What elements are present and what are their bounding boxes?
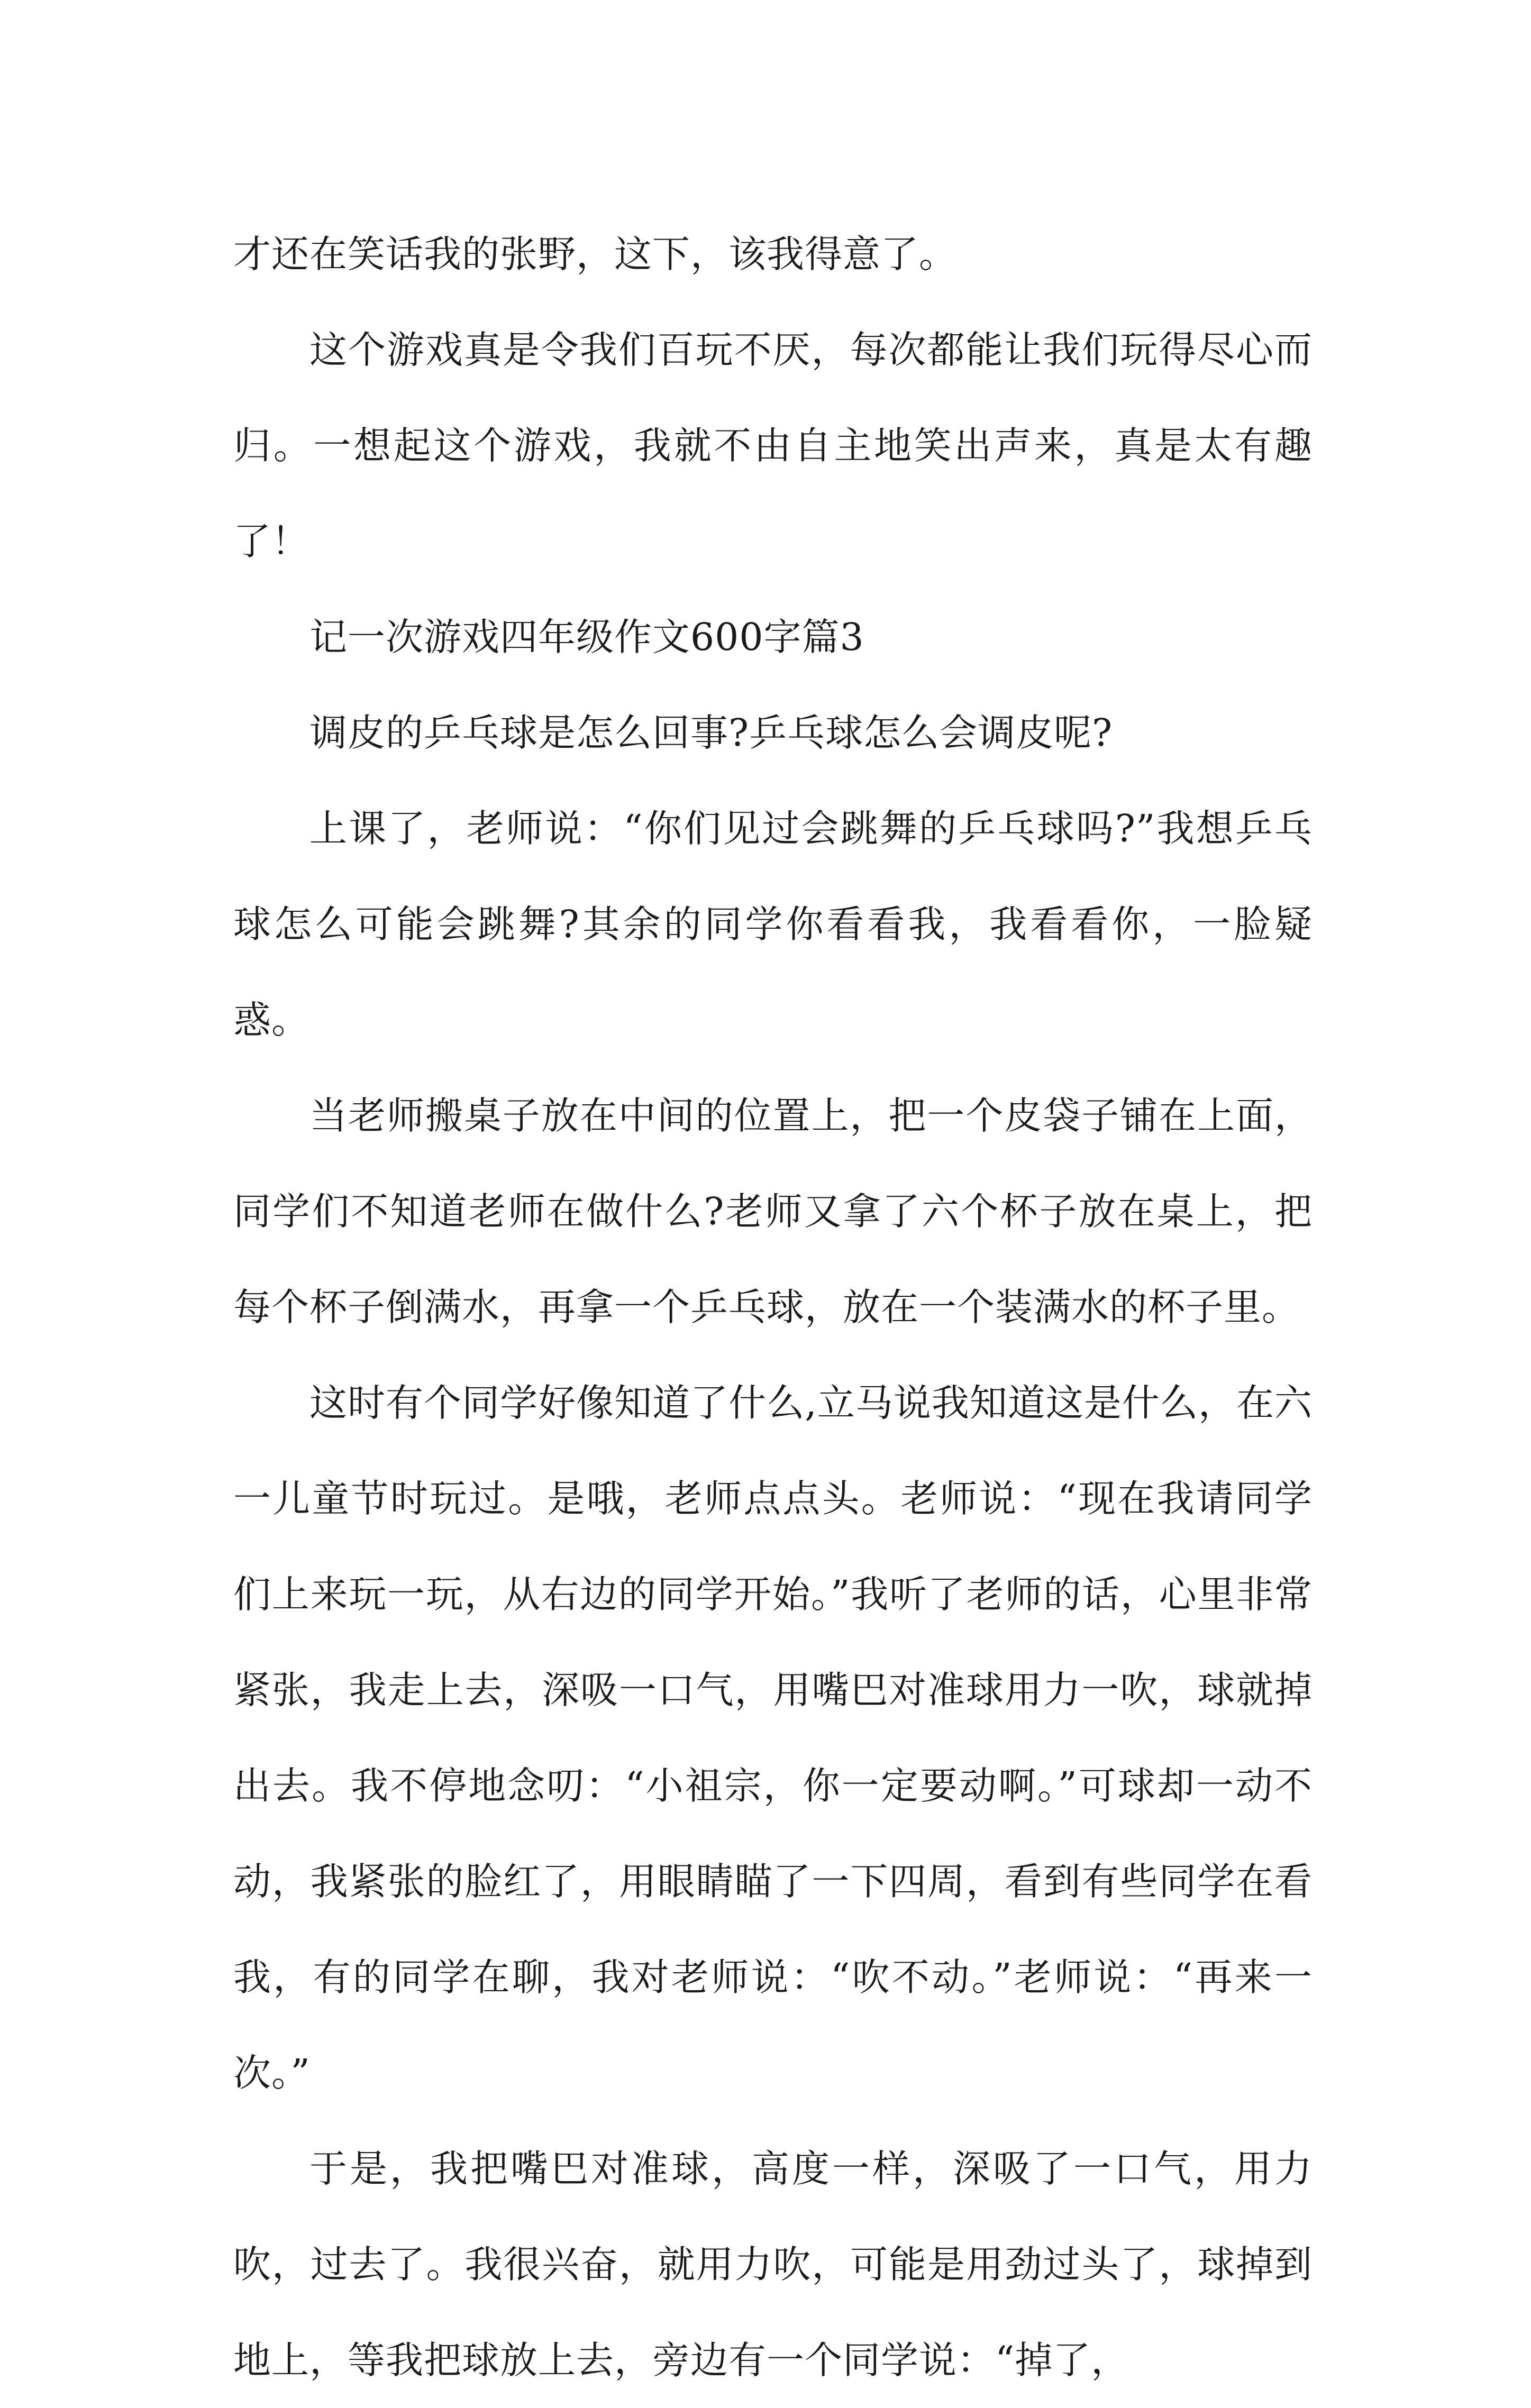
paragraph-continuation: 才还在笑话我的张野，这下，该我得意了。 [233,232,958,276]
paragraph-first-attempt: 这时有个同学好像知道了什么,立马说我知道这是什么，在六一儿童节时玩过。是哦，老师点点头。老师说：“现在我请同学们上来玩一玩，从右边的同学开始。”我听了老师的话，心里非常紧张，我走上去，深吸一口气，用嘴巴对准球用力一吹，球就掉出去。我不停地念叨：“小祖宗，你一定要动啊。”可球却一动不动，我紧张的脸红了，用眼睛瞄了一下四周，看到有些同学在看我，有的同学在聊，我对老师说：“吹不动。”老师说：“再来一次。” [233,1381,1313,2095]
document-page [233,206,1313,2408]
paragraph-second-attempt: 于是，我把嘴巴对准球，高度一样，深吸了一口气，用力吹，过去了。我很兴奋，就用力吹，可能是用劲过头了，球掉到地上，等我把球放上去，旁边有一个同学说：“掉了， [233,2147,1313,2382]
paragraph-class-start: 上课了，老师说：“你们见过会跳舞的乒乓球吗?”我想乒乓球怎么可能会跳舞?其余的同学你看看我，我看看你，一脸疑惑。 [233,807,1313,1042]
section-heading: 记一次游戏四年级作文600字篇3 [309,615,864,659]
paragraph-game-summary: 这个游戏真是令我们百玩不厌，每次都能让我们玩得尽心而归。一想起这个游戏，我就不由自主地笑出声来，真是太有趣了！ [233,328,1313,563]
paragraph-intro-question: 调皮的乒乓球是怎么回事?乒乓球怎么会调皮呢? [309,711,1113,755]
paragraph-teacher-setup: 当老师搬桌子放在中间的位置上，把一个皮袋子铺在上面，同学们不知道老师在做什么?老师又拿了六个杯子放在桌上，把每个杯子倒满水，再拿一个乒乓球，放在一个装满水的杯子里。 [233,1094,1313,1329]
